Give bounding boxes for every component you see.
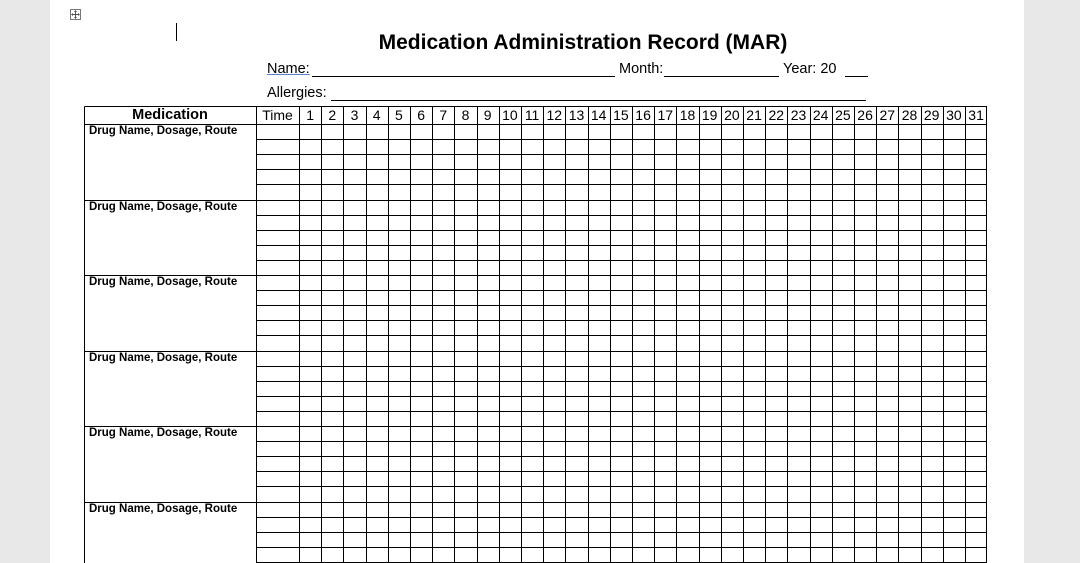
day-header-29: 29: [923, 107, 940, 123]
day-header-13: 13: [568, 107, 585, 123]
day-header-28: 28: [901, 107, 918, 123]
day-header-15: 15: [613, 107, 629, 123]
day-header-21: 21: [746, 107, 762, 123]
year-input-line[interactable]: [845, 76, 868, 77]
day-header-8: 8: [461, 107, 470, 123]
name-label: Name:: [267, 61, 310, 77]
day-header-30: 30: [946, 107, 962, 123]
day-header-17: 17: [657, 107, 674, 123]
day-header-1: 1: [306, 107, 314, 123]
day-header-10: 10: [502, 107, 518, 123]
day-header-18: 18: [679, 107, 696, 123]
day-header-19: 19: [701, 107, 718, 123]
day-header-9: 9: [483, 107, 492, 123]
day-header-11: 11: [524, 107, 540, 123]
day-header-24: 24: [812, 107, 829, 123]
name-input-line[interactable]: [312, 76, 615, 77]
month-input-line[interactable]: [664, 76, 779, 77]
day-header-27: 27: [879, 107, 896, 123]
table-move-handle-icon[interactable]: [70, 9, 81, 20]
day-header-3: 3: [350, 107, 359, 123]
day-header-5: 5: [394, 107, 403, 123]
medication-row-label[interactable]: Drug Name, Dosage, Route: [89, 125, 238, 137]
allergies-label: Allergies:: [267, 85, 327, 101]
document-page: [50, 0, 1024, 563]
day-header-16: 16: [635, 107, 651, 123]
day-header-31: 31: [968, 107, 984, 123]
day-header-14: 14: [590, 107, 607, 123]
day-header-12: 12: [546, 107, 563, 123]
time-header: Time: [262, 107, 293, 123]
day-header-2: 2: [328, 107, 337, 123]
day-header-23: 23: [790, 107, 807, 123]
month-label: Month:: [619, 61, 664, 77]
document-title: Medication Administration Record (MAR): [378, 31, 788, 54]
day-header-22: 22: [768, 107, 785, 123]
year-label: Year: 20: [783, 61, 837, 77]
medication-row-label[interactable]: Drug Name, Dosage, Route: [89, 276, 238, 288]
mar-grid[interactable]: [84, 106, 989, 563]
day-header-6: 6: [417, 107, 425, 123]
day-header-7: 7: [439, 107, 448, 123]
day-header-25: 25: [835, 107, 851, 123]
medication-row-label[interactable]: Drug Name, Dosage, Route: [89, 427, 238, 439]
medication-row-label[interactable]: Drug Name, Dosage, Route: [89, 351, 238, 364]
medication-row-label[interactable]: Drug Name, Dosage, Route: [89, 502, 238, 515]
day-header-4: 4: [372, 107, 381, 123]
medication-row-label[interactable]: Drug Name, Dosage, Route: [89, 200, 238, 213]
day-header-20: 20: [724, 107, 740, 123]
allergies-input-line[interactable]: [331, 100, 866, 101]
medication-header: Medication: [132, 107, 208, 123]
day-header-26: 26: [857, 107, 873, 123]
